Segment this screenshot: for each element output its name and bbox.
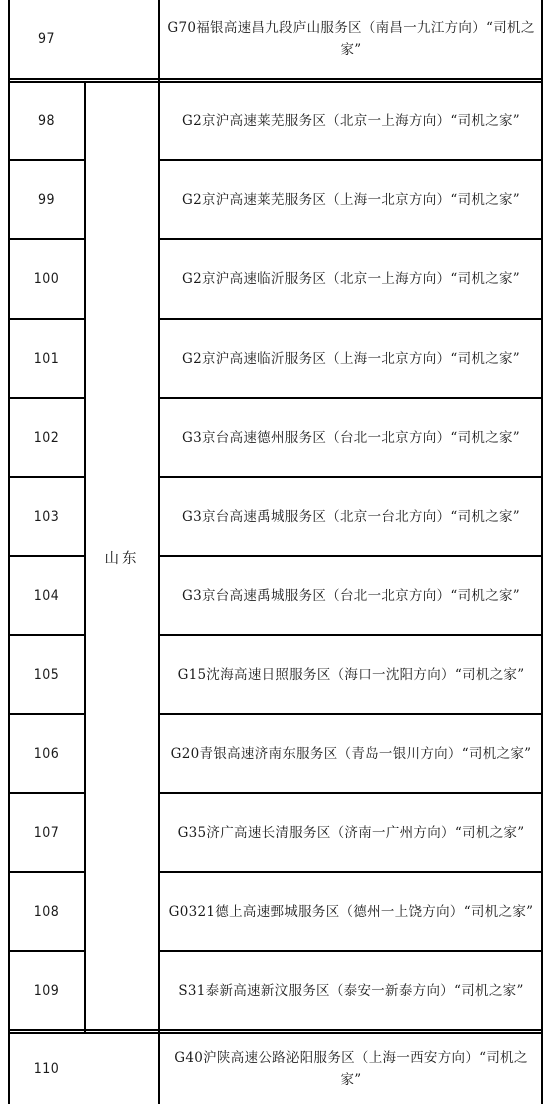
service-area-name: G40沪陕高速公路泌阳服务区（上海一西安方向）“司机之家” (174, 1050, 528, 1088)
service-area-name: G2京沪高速莱芜服务区（北京一上海方向）“司机之家” (182, 112, 520, 129)
row-number: 105 (33, 666, 60, 683)
row-number: 104 (33, 587, 60, 604)
row-number: 109 (33, 982, 60, 999)
service-area-name: G20青银高速济南东服务区（青岛一银川方向）“司机之家” (170, 745, 532, 762)
province-cell: 山东 (104, 550, 140, 567)
table-border-right (541, 0, 543, 1104)
row-number: 108 (33, 903, 60, 920)
row-number: 100 (33, 271, 60, 287)
table-divider-name (158, 0, 160, 1104)
service-area-name: G15沈海高速日照服务区（海口一沈阳方向）“司机之家” (177, 666, 525, 683)
row-divider (8, 78, 543, 80)
row-number: 106 (33, 745, 60, 762)
row-number: 107 (33, 824, 60, 841)
row-number: 110 (33, 1061, 60, 1077)
service-area-name: G3京台高速禹城服务区（北京一台北方向）“司机之家” (182, 508, 520, 525)
row-number: 102 (33, 429, 60, 446)
service-area-name: G35济广高速长清服务区（济南一广州方向）“司机之家” (177, 824, 525, 841)
row-number: 97 (37, 31, 56, 47)
service-area-name: G70福银高速昌九段庐山服务区（南昌一九江方向）“司机之家” (167, 20, 535, 58)
service-area-name: S31泰新高速新汶服务区（泰安一新泰方向）“司机之家” (178, 982, 524, 999)
service-area-name: G0321德上高速鄄城服务区（德州一上饶方向）“司机之家” (168, 903, 534, 920)
service-area-name: G2京沪高速临沂服务区（北京一上海方向）“司机之家” (182, 271, 520, 287)
row-number: 103 (33, 508, 60, 525)
service-area-name: G2京沪高速临沂服务区（上海一北京方向）“司机之家” (182, 350, 520, 367)
service-area-name: G3京台高速禹城服务区（台北一北京方向）“司机之家” (182, 587, 520, 604)
row-number: 99 (37, 191, 56, 208)
service-area-name: G2京沪高速莱芜服务区（上海一北京方向）“司机之家” (182, 191, 520, 208)
service-area-name: G3京台高速德州服务区（台北一北京方向）“司机之家” (182, 429, 520, 446)
row-number: 101 (33, 350, 60, 367)
row-number: 98 (37, 112, 56, 129)
